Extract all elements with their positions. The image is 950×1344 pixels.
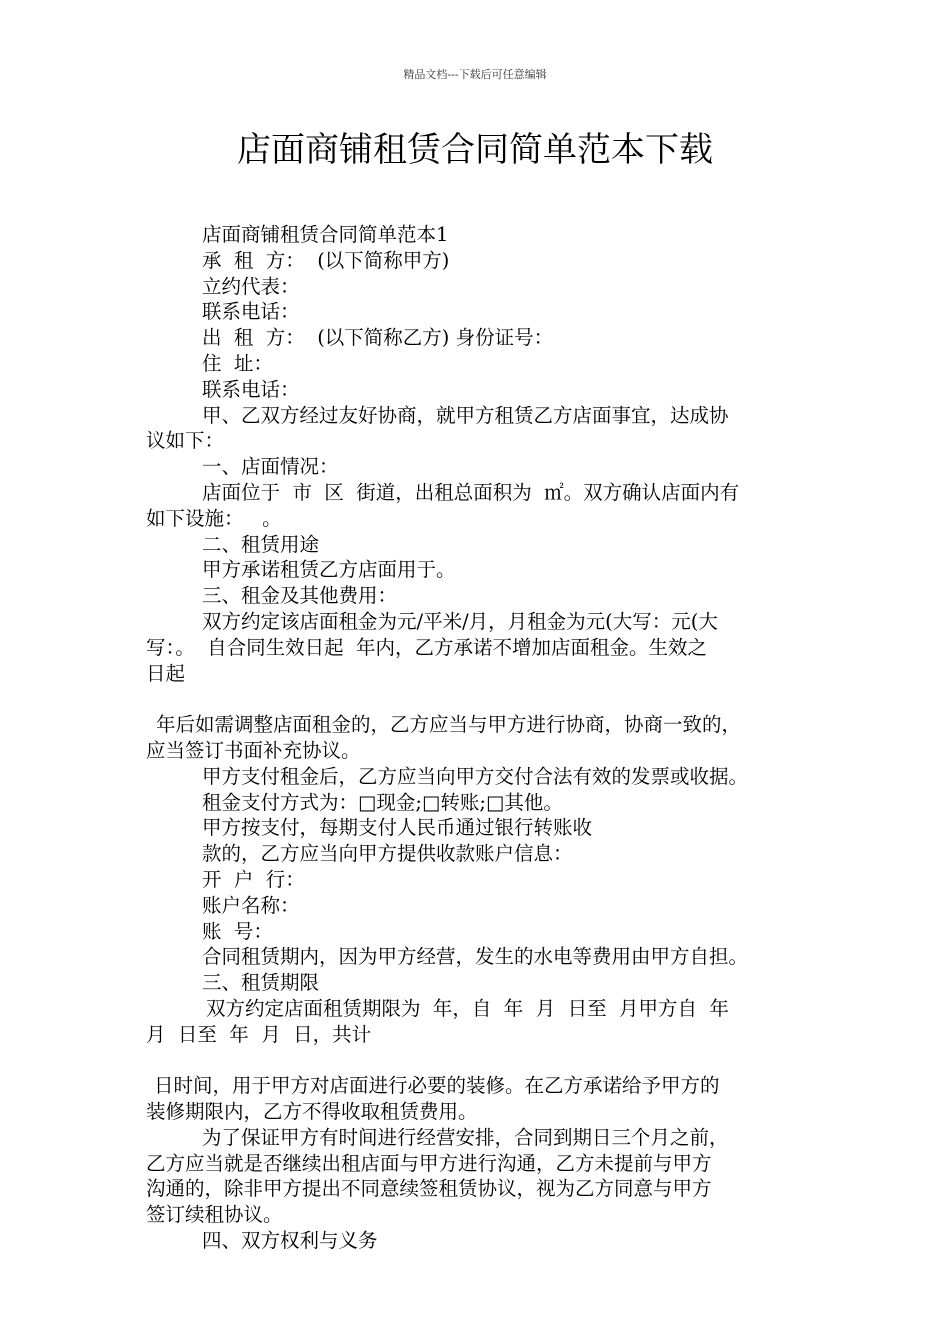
header-note: 精品文档---下载后可任意编辑: [403, 68, 547, 81]
paragraph-line: 联系电话：: [202, 377, 300, 401]
paragraph-line: 日时间，用于甲方对店面进行必要的装修。在乙方承诺给予甲方的: [154, 1074, 720, 1098]
paragraph-line: 应当签订书面补充协议。: [146, 738, 361, 762]
paragraph-line: 月 日至 年 月 日，共计: [146, 1022, 372, 1046]
paragraph-line: 店面位于 市 区 街道，出租总面积为 ㎡。双方确认店面内有: [202, 480, 740, 504]
blank-line: [146, 686, 814, 712]
paragraph-line: 装修期限内，乙方不得收取租赁费用。: [146, 1100, 478, 1124]
paragraph-line: 合同租赁期内，因为甲方经营，发生的水电等费用由甲方自担。: [202, 945, 749, 969]
paragraph-line: 日起: [146, 661, 186, 685]
paragraph-line: 账户名称：: [202, 893, 300, 917]
paragraph-line: 住 址：: [202, 351, 273, 375]
paragraph-line: 议如下：: [146, 429, 225, 453]
paragraph-line: 如下设施： 。: [146, 506, 282, 530]
paragraph-line: 为了保证甲方有时间进行经营安排，合同到期日三个月之前，: [202, 1125, 729, 1149]
document-title: 店面商铺租赁合同简单范本下载: [237, 130, 713, 170]
paragraph-line: 款的，乙方应当向甲方提供收款账户信息：: [202, 842, 573, 866]
paragraph-line: 双方约定店面租赁期限为 年，自 年 月 日至 月甲方自 年: [206, 996, 729, 1020]
paragraph-line: 甲、乙双方经过友好协商，就甲方租赁乙方店面事宜，达成协: [202, 403, 729, 427]
paragraph-line: 年后如需调整店面租金的，乙方应当与甲方进行协商，协商一致的，: [156, 713, 742, 737]
blank-line: [146, 1048, 814, 1074]
paragraph-line: 三、租金及其他费用：: [202, 584, 398, 608]
paragraph-line: 沟通的，除非甲方提出不同意续签租赁协议，视为乙方同意与甲方: [146, 1177, 712, 1201]
paragraph-line: 承 租 方： (以下简称甲方): [202, 248, 450, 272]
paragraph-line: 甲方按支付，每期支付人民币通过银行转账收: [202, 816, 593, 840]
paragraph-line: 联系电话：: [202, 300, 300, 324]
paragraph-line: 甲方支付租金后，乙方应当向甲方交付合法有效的发票或收据。: [202, 764, 749, 788]
paragraph-line: 账 号：: [202, 919, 273, 943]
paragraph-line: 一、店面情况：: [202, 455, 339, 479]
paragraph-line: 甲方承诺租赁乙方店面用于。: [202, 558, 456, 582]
paragraph-line: 签订续租协议。: [146, 1203, 283, 1227]
paragraph-line: 双方约定该店面租金为元/平米/月，月租金为元(大写：元(大: [202, 609, 718, 633]
paragraph-line: 乙方应当就是否继续出租店面与甲方进行沟通，乙方未提前与甲方: [146, 1151, 712, 1175]
paragraph-line: 出 租 方： (以下简称乙方) 身份证号：: [202, 326, 554, 350]
paragraph-line: 店面商铺租赁合同简单范本1: [202, 223, 449, 246]
section-heading: 四、双方权利与义务: [202, 1229, 378, 1253]
paragraph-line: 写：。 自合同生效日起 年内，乙方承诺不增加店面租金。生效之: [146, 635, 708, 659]
paragraph-line: 立约代表：: [202, 274, 300, 298]
paragraph-line: 三、租赁期限: [202, 971, 320, 995]
paragraph-line: 租金支付方式为：□现金;□转账;□其他。: [202, 790, 563, 814]
paragraph-line: 二、租赁用途: [202, 532, 320, 556]
paragraph-line: 开 户 行：: [202, 867, 305, 891]
document-body: [146, 222, 814, 1254]
